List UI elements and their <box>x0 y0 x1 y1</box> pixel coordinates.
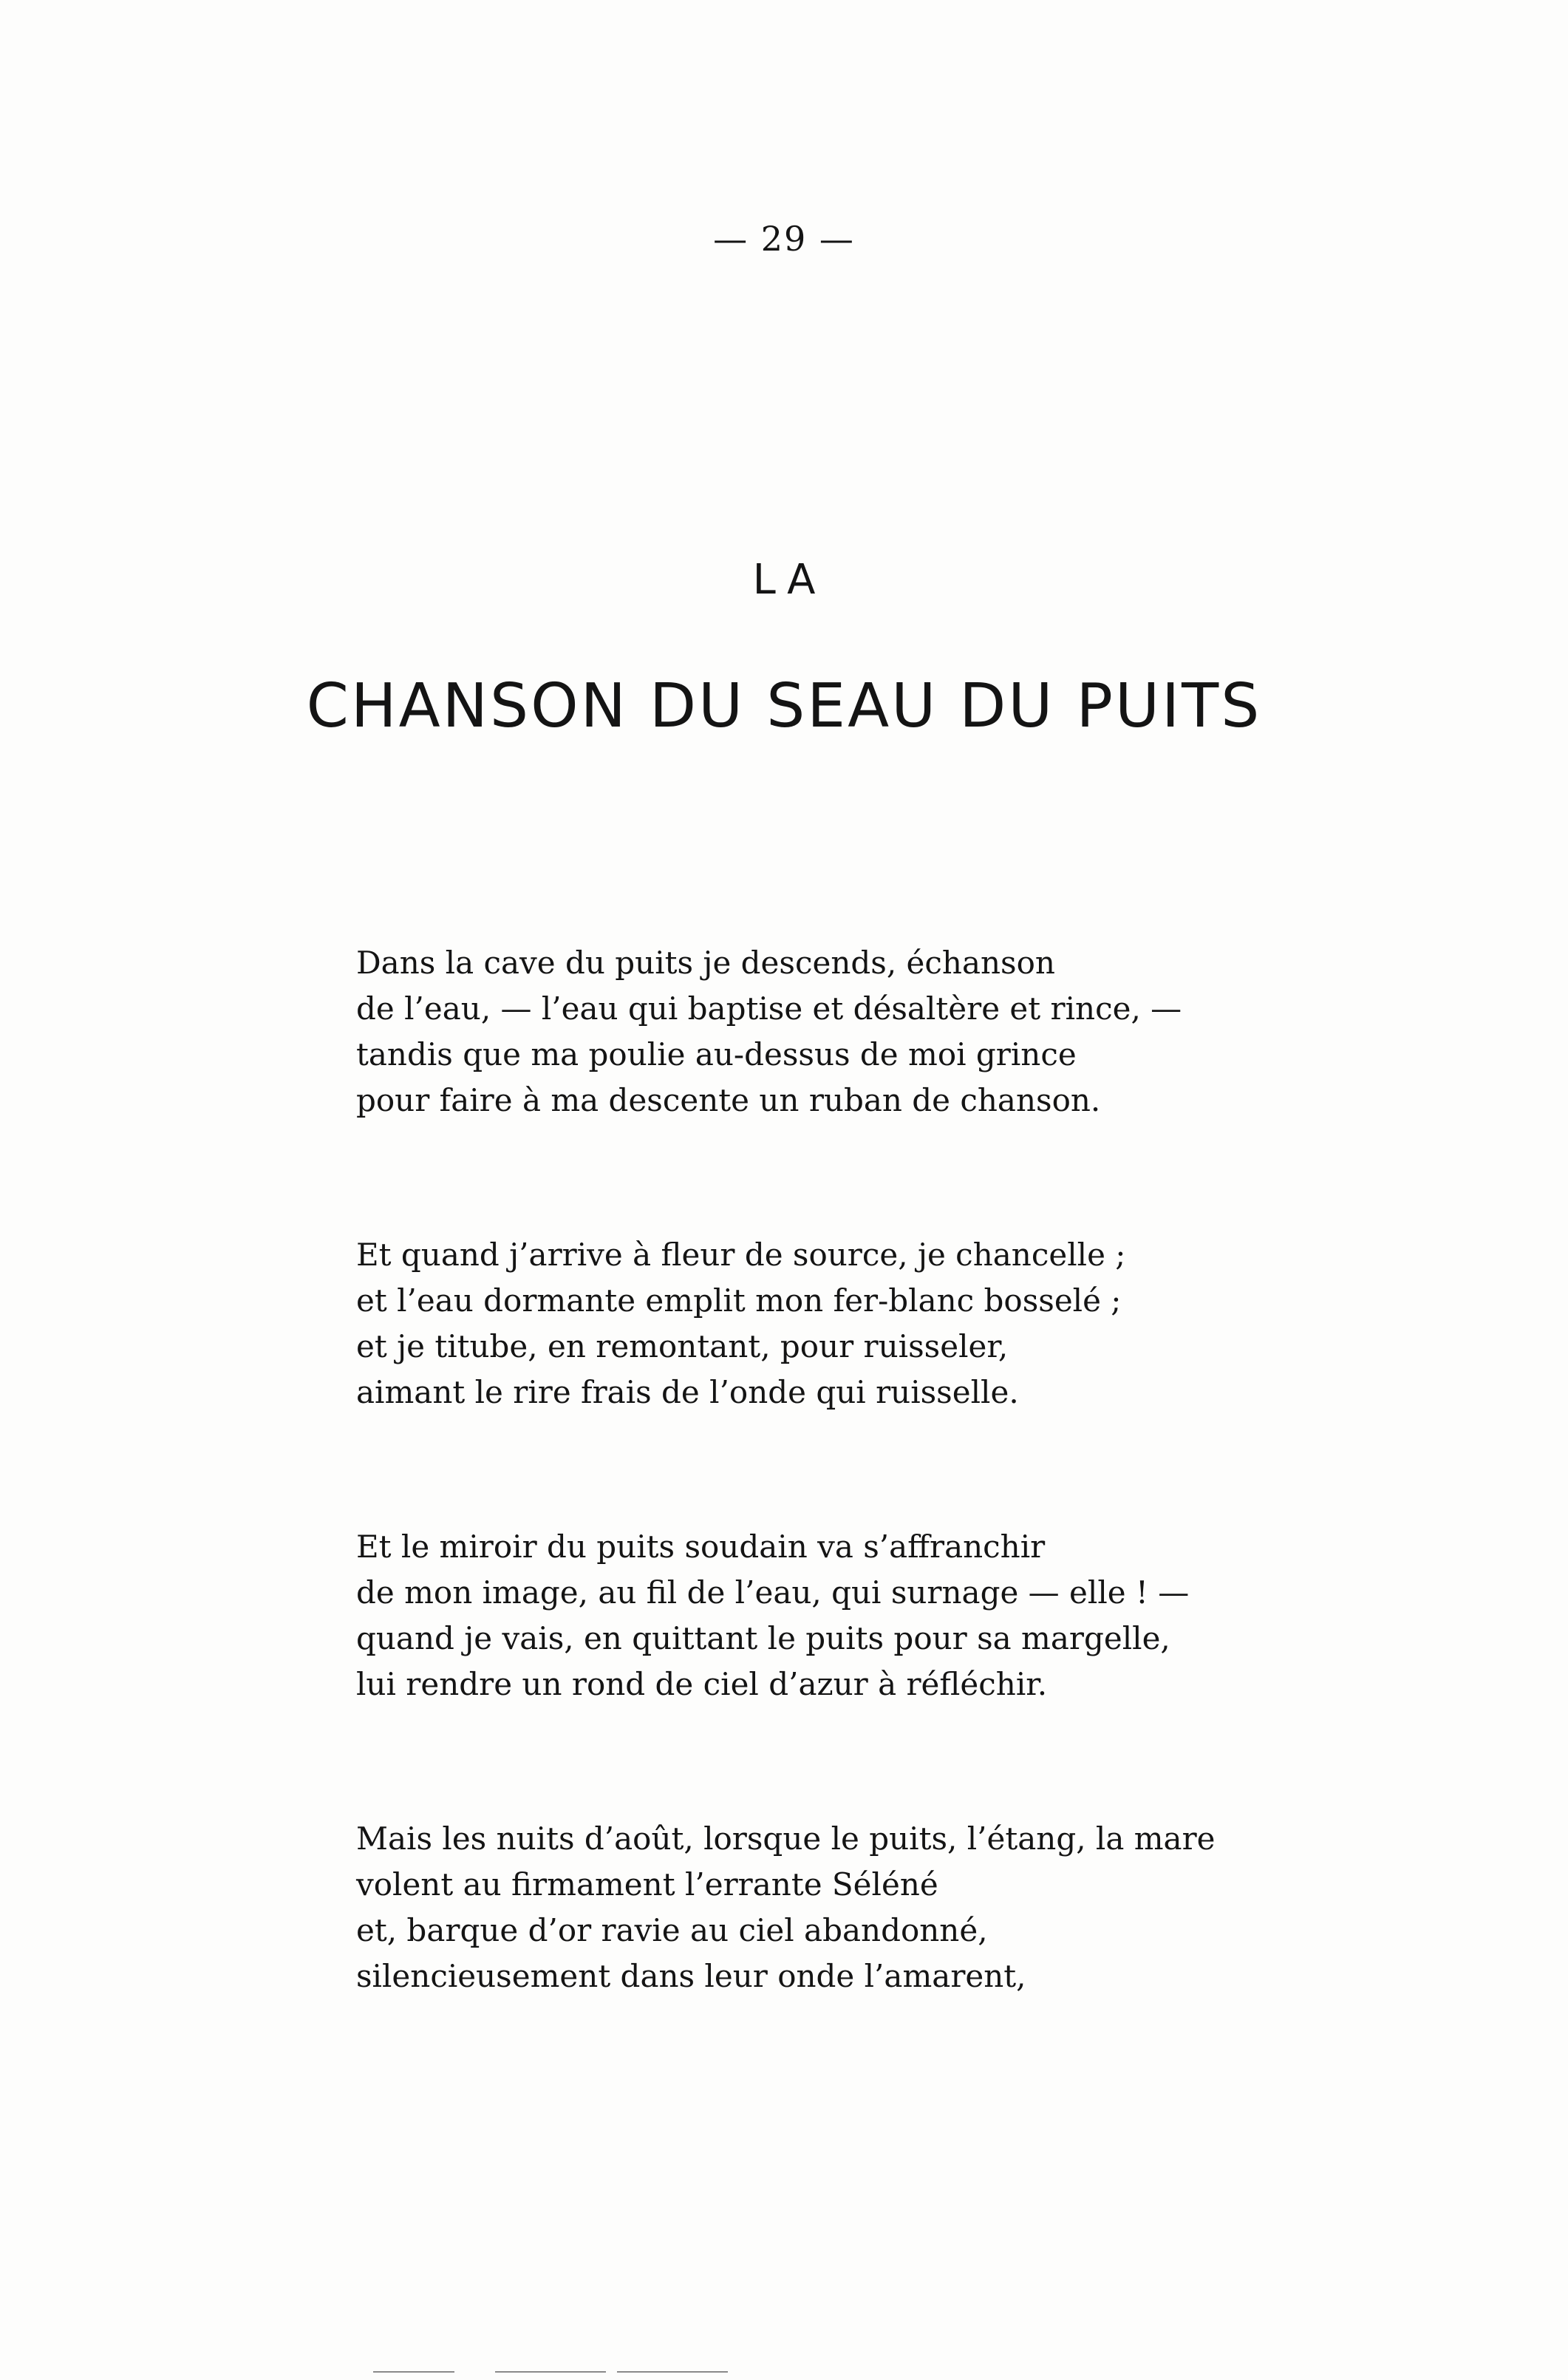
poem-line: et je titube, en remontant, pour ruisseler, <box>356 1328 1009 1364</box>
bottom-edge-rule <box>617 2371 728 2373</box>
bottom-edge-rule <box>495 2371 606 2373</box>
poem-line: Mais les nuits d’août, lorsque le puits, l’étang, la mare <box>356 1820 1216 1857</box>
poem-body <box>356 940 1243 2108</box>
poem-line: et l’eau dormante emplit mon fer-blanc bosselé ; <box>356 1282 1122 1319</box>
poem-line: Dans la cave du puits je descends, échanson <box>356 945 1055 981</box>
stanza-3 <box>356 1524 1243 1707</box>
poem-line: lui rendre un rond de ciel d’azur à réfléchir. <box>356 1666 1048 1702</box>
poem-line: silencieusement dans leur onde l’amarent, <box>356 1958 1026 1994</box>
stanza-2 <box>356 1232 1243 1415</box>
title-article: LA <box>752 556 826 604</box>
bottom-edge-rule <box>373 2371 454 2373</box>
poem-line: de l’eau, — l’eau qui baptise et désaltère et rince, — <box>356 990 1182 1027</box>
poem-title: CHANSON DU SEAU DU PUITS <box>306 671 1262 741</box>
poem-line: pour faire à ma descente un ruban de chanson. <box>356 1082 1101 1118</box>
poem-line: aimant le rire frais de l’onde qui ruisselle. <box>356 1374 1019 1410</box>
poem-line: de mon image, au fil de l’eau, qui surnage — elle ! — <box>356 1574 1190 1611</box>
stanza-1 <box>356 940 1243 1123</box>
poem-line: tandis que ma poulie au-dessus de moi grince <box>356 1036 1077 1072</box>
poem-line: Et quand j’arrive à fleur de source, je chancelle ; <box>356 1237 1126 1273</box>
page-number: — 29 — <box>713 219 855 259</box>
poem-line: volent au firmament l’errante Séléné <box>356 1866 938 1903</box>
stanza-4 <box>356 1816 1243 1999</box>
poem-line: et, barque d’or ravie au ciel abandonné, <box>356 1912 988 1948</box>
poem-line: Et le miroir du puits soudain va s’affranchir <box>356 1529 1046 1565</box>
poem-line: quand je vais, en quittant le puits pour sa margelle, <box>356 1620 1170 1656</box>
